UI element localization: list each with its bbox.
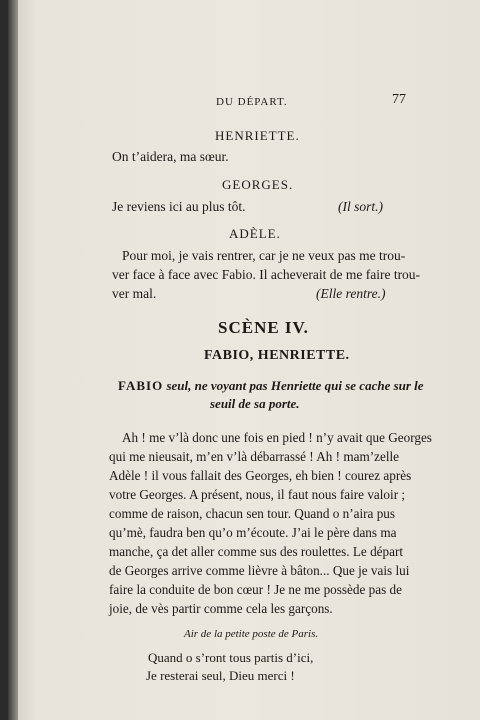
- stage-direction: (Il sort.): [338, 199, 383, 214]
- song-verse: Je resterai seul, Dieu merci !: [146, 668, 295, 683]
- dialogue-line: Pour moi, je vais rentrer, car je ne veux pas me trou-: [122, 248, 406, 263]
- speech-line: Ah ! me v’là donc une fois en pied ! n’y avait que Georges: [122, 430, 432, 445]
- page-gutter: [8, 0, 18, 720]
- speech-line: de Georges arrive comme lièvre à bâton... Que je vais lui: [109, 563, 410, 578]
- direction-text: seuil de sa porte.: [210, 396, 300, 411]
- dialogue-line: On t’aidera, ma sœur.: [112, 149, 229, 164]
- scene-title: SCÈNE IV.: [218, 318, 309, 337]
- stage-direction: (Elle rentre.): [316, 286, 386, 301]
- scene-characters: FABIO, HENRIETTE.: [204, 348, 350, 363]
- book-page: [8, 0, 480, 720]
- scene-direction-cont: [210, 396, 300, 412]
- speech-line: comme de raison, chacun sen tour. Quand o n’aira pus: [109, 506, 396, 521]
- running-head: DU DÉPART.: [216, 96, 288, 108]
- speech-line: qui me nieusait, m’en v’là débarrassé ! Ah ! mam’zelle: [109, 449, 400, 464]
- speech-line: joie, de vès partir comme cela les garçons.: [109, 601, 333, 616]
- scene-direction: [118, 378, 424, 394]
- song-verse: Quand o s’ront tous partis d’ici,: [148, 650, 314, 665]
- song-air: Air de la petite poste de Paris.: [184, 628, 319, 640]
- speaker-name: HENRIETTE.: [215, 128, 300, 143]
- speaker-name: GEORGES.: [222, 177, 294, 192]
- page-number: 77: [392, 92, 406, 107]
- dialogue-line: ver mal.: [112, 286, 157, 301]
- direction-speaker: FABIO: [118, 378, 164, 393]
- speech-line: faire la conduite de bon cœur ! Je ne me possède pas de: [109, 582, 402, 597]
- speech-line: Adèle ! il vous fallait des Georges, eh bien ! courez après: [109, 468, 412, 483]
- speech-line: qu’mè, faudra ben qu’o m’écoute. J’ai le père dans ma: [109, 525, 397, 540]
- dialogue-line: ver face à face avec Fabio. Il acheverait de me faire trou-: [112, 267, 421, 282]
- direction-text: seul, ne voyant pas Henriette qui se cache sur le: [166, 378, 424, 393]
- speech-line: votre Georges. A présent, nous, il faut nous faire valoir ;: [109, 487, 406, 502]
- speaker-name: ADÈLE.: [229, 226, 281, 241]
- speech-line: manche, ça det aller comme sus des roulettes. Le départ: [109, 544, 404, 559]
- dialogue-line: Je reviens ici au plus tôt.: [112, 199, 246, 214]
